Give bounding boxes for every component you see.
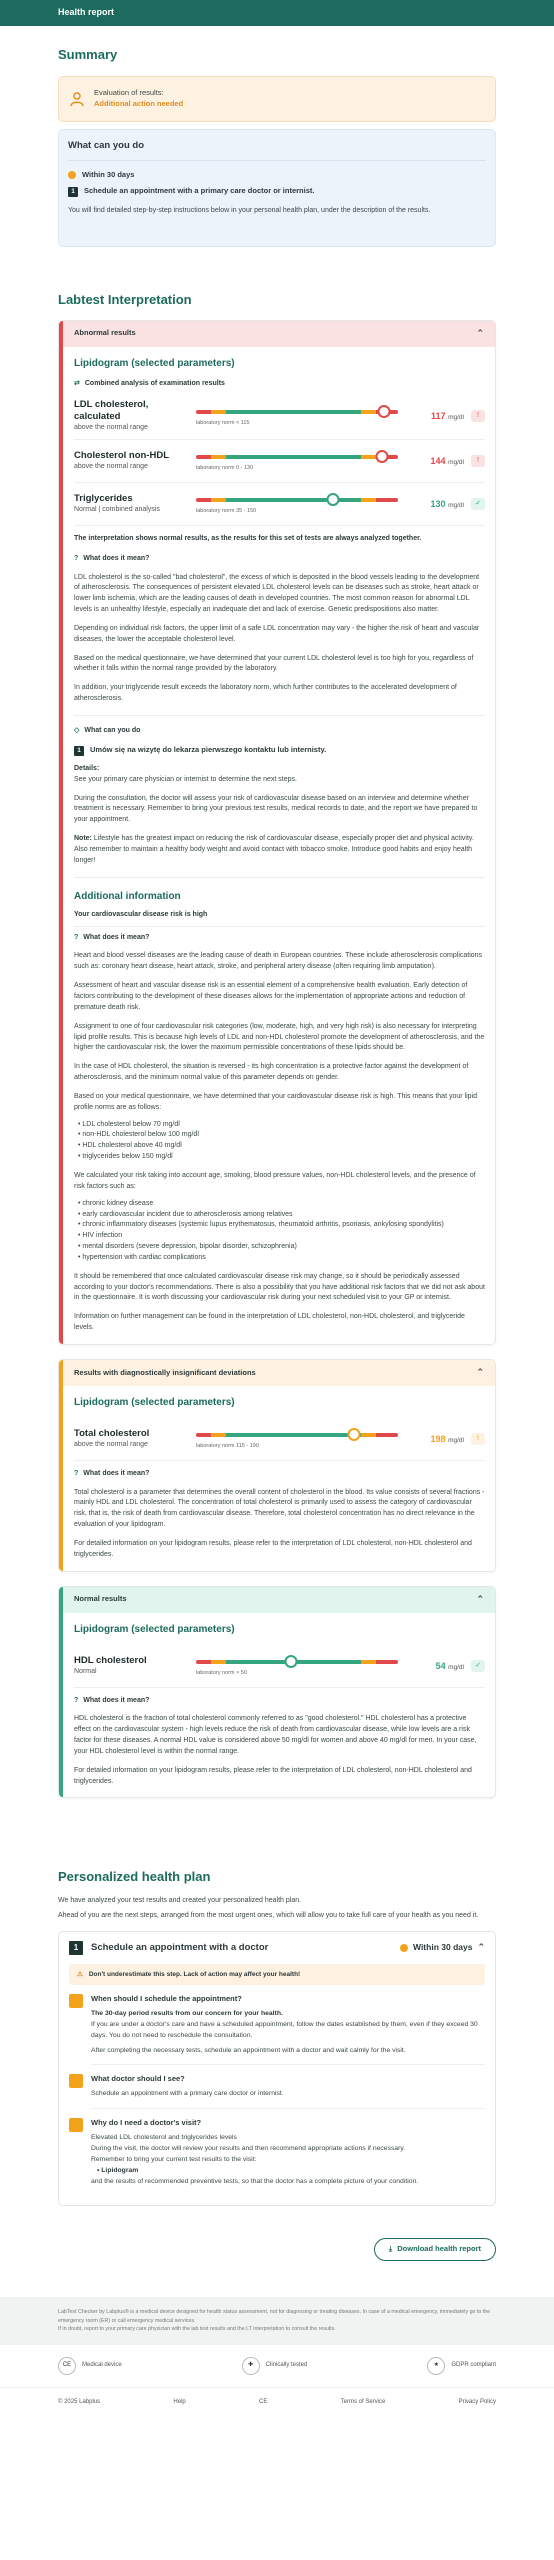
what-means-label: What does it mean?: [83, 1470, 150, 1478]
gdpr-icon: ★: [427, 2357, 445, 2375]
insignificant-results-header[interactable]: [59, 1360, 495, 1386]
risk-desc-1: Heart and blood vessel diseases are the leading cause of death in European countries. These include atherosclerosis complications such as: coronary heart disease, heart attack, stroke, and peripheral artery disease (often requiring limb amputation).: [74, 952, 483, 971]
ce-link[interactable]: CE: [259, 2398, 268, 2405]
plan-step-header[interactable]: [59, 1932, 495, 1964]
parameter-unit: mg/dl: [448, 1663, 464, 1671]
parameter-name: Triglycerides: [74, 493, 133, 505]
do-step-number: 1: [74, 746, 84, 756]
faq-why-title: Why do I need a doctor's visit?: [91, 2118, 202, 2128]
help-link[interactable]: Help: [173, 2398, 186, 2405]
do-step: Umów się na wizytę do lekarza pierwszego kontaktu lub internisty.: [90, 745, 327, 755]
faq-which-doctor: [59, 2065, 495, 2109]
range-bar: [192, 401, 404, 431]
parameter-unit: mg/dl: [448, 501, 464, 509]
parameter-value: 117: [431, 410, 446, 421]
question-icon: ?: [74, 934, 79, 942]
evaluation-status: Additional action needed: [94, 98, 184, 108]
risk-desc-6: We calculated your risk taking into account age, smoking, blood pressure values, non-HDL cholesterol levels, and the presence of risk factors such as:: [74, 1171, 476, 1190]
ldl-desc-2: Depending on individual risk factors, the upper limit of a safe LDL concentration may vary - the higher the risk of heart and vascular diseases, the lower the acceptable cholesterol level.: [74, 624, 480, 643]
parameter-row: [74, 1645, 485, 1688]
risk-desc-7: It should be remembered that once calculated cardiovascular disease risk may change, so it should be periodically assessed according to your doctor's recommendations. There is also a possibility that you have additional risk factors that we did not ask about in the questionnaire. It is worth discussing your cardiovascular risk during your next scheduled visit to your GP or internist.: [74, 1272, 485, 1302]
faq-why-body-3: Remember to bring your current test results to the visit:: [91, 2155, 257, 2163]
faq-when-body-1: If you are under a doctor's care and have a scheduled appointment, follow the dates established by them, even if they exceed 30 days. You do not need to reschedule the consultation.: [91, 2020, 478, 2039]
question-icon: ?: [74, 1697, 79, 1705]
certification-badges: [0, 2345, 554, 2388]
parameter-status: Normal | combined analysis: [74, 506, 160, 514]
warning-icon: ⚠: [77, 1970, 83, 1978]
list-item: • mental disorders (severe depression, bipolar disorder, schizophrenia): [78, 1242, 485, 1253]
panel-title: Lipidogram (selected parameters): [74, 1396, 235, 1408]
labtest-heading: Labtest Interpretation: [58, 291, 192, 307]
plan-warning: [69, 1964, 485, 1985]
range-marker: [327, 493, 340, 506]
range-bar: [192, 446, 404, 476]
laboratory-norm: laboratory norm 115 - 190: [196, 1443, 259, 1450]
parameter-row: [74, 440, 485, 483]
range-bar: [192, 489, 404, 519]
parameter-status: above the normal range: [74, 463, 148, 471]
interpretation-note: The interpretation shows normal results, as the results for this set of tests are always analyzed together.: [74, 535, 422, 543]
clinical-icon: ✚: [242, 2357, 260, 2375]
copyright: © 2025 Labplus: [58, 2398, 101, 2405]
list-item: • early cardiovascular incident due to atherosclerosis among relatives: [78, 1210, 485, 1221]
what-means-label: What does it mean?: [83, 555, 150, 563]
faq-which-title: What doctor should I see?: [91, 2074, 185, 2084]
parameter-status: above the normal range: [74, 1441, 148, 1449]
risk-desc-4: In the case of HDL cholesterol, the situation is reversed - its high concentration is a protective factor against the development of atherosclerosis, and the minimum normal value of this parameter depends on gender.: [74, 1063, 469, 1082]
range-marker: [377, 405, 390, 418]
risk-level: Your cardiovascular disease risk is high: [74, 911, 208, 919]
parameter-name: LDL cholesterol, calculated: [74, 399, 149, 423]
evaluation-alert: [58, 76, 496, 122]
disclaimer: [0, 2297, 554, 2344]
panel-title: Lipidogram (selected parameters): [74, 1623, 235, 1635]
parameter-status: above the normal range: [74, 424, 148, 432]
abnormal-results-header[interactable]: [59, 321, 495, 347]
parameter-value: 130: [430, 498, 446, 509]
person-alert-icon: [69, 91, 85, 107]
parameter-unit: mg/dl: [448, 458, 464, 466]
status-badge-icon: !: [471, 1433, 485, 1445]
disclaimer-1: LabTest Checker by Labplus® is a medical device designed for health status assessment, not for diagnosing or treating diseases. In case of a medical emergency, immediately go to the emergency room (ER) or call emergency medical services.: [58, 2309, 491, 2324]
plan-heading: Personalized health plan: [58, 1869, 211, 1885]
abnormal-results-title: Abnormal results: [74, 328, 136, 338]
clock-icon: [68, 171, 76, 179]
details-label: Details:: [74, 764, 100, 772]
parameter-unit: mg/dl: [448, 413, 464, 421]
range-marker: [284, 1655, 297, 1668]
parameter-row: [74, 483, 485, 526]
hdl-desc-1: HDL cholesterol is the fraction of total cholesterol commonly referred to as "good cholesterol." HDL cholesterol has a protective effect on the cardiovascular system - high levels reduce the risk of death from cardiovascular disease, while low levels are a risk factor for these diseases. A normal HDL value is considered above 50 mg/dl for women and above 40 mg/dl for men. In your case, your HDL cholesterol level is within the normal range.: [74, 1715, 477, 1755]
range-bar: [192, 1424, 404, 1454]
ldl-desc-1: LDL cholesterol is the so-called "bad cholesterol", the excess of which is deposited in the blood vessels leading to the development of atherosclerosis. The consequences of persistent elevated LDL cholesterol levels can be diseases such as stroke, heart attack or lower limb ischemia, which are the leading causes of death in developed countries. The most common reason for abnormal LDL levels is an unhealthy lifestyle, especially an inadequate diet and lack of exercise. Genetic predispositions also matter.: [74, 573, 480, 614]
status-badge-icon: !: [471, 455, 485, 467]
list-item: • triglycerides below 150 mg/dl: [78, 1152, 485, 1163]
plan-step-number: 1: [69, 1941, 83, 1955]
parameter-value: 144: [430, 455, 446, 466]
what-means-label: What does it mean?: [83, 1697, 150, 1705]
link-icon: ⇄: [74, 380, 80, 388]
todo-step: Schedule an appointment with a primary care doctor or internist.: [84, 186, 315, 196]
what-can-you-do-card: [58, 129, 496, 247]
footer: [0, 2388, 554, 2417]
todo-note: You will find detailed step-by-step instructions below in your personal health plan, under the description of the results.: [68, 207, 431, 215]
status-badge-icon: ✓: [471, 498, 485, 510]
faq-why-item: Lipidogram: [101, 2166, 139, 2174]
doctor-icon: [69, 2074, 83, 2088]
plan-warning-text: Don't underestimate this step. Lack of action may affect your health!: [88, 1970, 301, 1978]
privacy-link[interactable]: Privacy Policy: [458, 2398, 496, 2405]
normal-results-section: [58, 1586, 496, 1799]
report-page: [58, 46, 496, 2261]
plan-timeframe: Within 30 days: [413, 1942, 473, 1953]
parameter-row: [74, 393, 485, 440]
parameter-status: Normal: [74, 1668, 97, 1676]
badge-medical: Medical device: [82, 2362, 122, 2369]
parameter-value: 54: [435, 1660, 446, 1671]
badge-gdpr: GDPR compliant: [451, 2362, 496, 2369]
additional-info-heading: Additional information: [74, 890, 181, 902]
parameter-value: 198: [430, 1433, 446, 1444]
clock-icon: [400, 1944, 408, 1952]
hdl-desc-2: For detailed information on your lipidogram results, please refer to the interpretation of LDL cholesterol, non-HDL cholesterol and triglycerides.: [74, 1766, 472, 1785]
total-chol-desc-1: Total cholesterol is a parameter that determines the overall content of cholesterol in the blood. Its value consists of several fractions - mainly HDL and LDL cholesterol. The concentration of total cholesterol is primarily used to assess the category of cardiovascular risk, that is, the risk of death from cardiovascular disease. Therefore, total cholesterol concentration has no direct relevance in the evaluation of your lipidogram.: [74, 1488, 485, 1529]
ldl-desc-3: Based on the medical questionnaire, we have determined that your current LDL cholesterol level is too high for you, regardless of whether it falls within the normal range provided by the laboratory.: [74, 654, 474, 673]
disclaimer-2: If in doubt, report to your primary care physician with the lab test results and the LT interpretation to consult the results.: [58, 2326, 336, 2333]
plan-step-card: [58, 1931, 496, 2207]
ldl-desc-4: In addition, your triglyceride result exceeds the laboratory norm, which further contributes to the accelerated development of atherosclerosis.: [74, 684, 457, 703]
risk-desc-5: Based on your medical questionnaire, we have determined that your cardiovascular disease risk is high. This means that your lipid profile norms are as follows:: [74, 1092, 477, 1111]
laboratory-norm: laboratory norm < 115: [196, 420, 250, 427]
todo-title: What can you do: [68, 139, 486, 161]
download-label: Download health report: [397, 2244, 481, 2254]
factors-list: [78, 1199, 485, 1264]
top-bar: [0, 0, 554, 26]
faq-why-body-4: and the results of recommended preventive tests, so that the doctor has a complete picture of your condition.: [91, 2177, 419, 2185]
insignificant-param: [74, 1418, 485, 1461]
list-item: • HDL cholesterol above 40 mg/dl: [78, 1141, 485, 1152]
faq-when-body-2: After completing the necessary tests, schedule an appointment with a doctor and wait calmly for the visit.: [91, 2046, 406, 2054]
consultation-text: During the consultation, the doctor will assess your risk of cardiovascular disease based on an interview and determine whether treatment is necessary. Remember to bring your previous test results, medical records to date, and the report we have prepared to your appointment.: [74, 794, 478, 824]
laboratory-norm: laboratory norm 35 - 150: [196, 508, 257, 515]
evaluation-label: Evaluation of results:: [94, 87, 164, 97]
summary-heading: Summary: [58, 47, 118, 62]
list-item: • hypertension with cardiac complications: [78, 1253, 485, 1264]
parameter-name: Cholesterol non-HDL: [74, 450, 169, 462]
status-badge-icon: ✓: [471, 1660, 485, 1672]
chevron-up-icon[interactable]: ⌃: [476, 1367, 484, 1378]
normal-results-header[interactable]: [59, 1587, 495, 1613]
list-item: • chronic kidney disease: [78, 1199, 485, 1210]
list-item: • non-HDL cholesterol below 100 mg/dl: [78, 1130, 485, 1141]
parameter-unit: mg/dl: [448, 1436, 464, 1444]
list-item: • chronic inflammatory diseases (systemic lupus erythematosus, rheumatoid arthritis, psoriasis, ankylosing spondylitis): [78, 1220, 485, 1231]
range-marker: [347, 1428, 360, 1441]
todo-timeframe: Within 30 days: [82, 169, 135, 179]
laboratory-norm: laboratory norm 0 - 130: [196, 465, 254, 472]
normal-results-title: Normal results: [74, 1594, 127, 1604]
plan-intro-1: We have analyzed your test results and created your personalized health plan.: [58, 1897, 302, 1905]
faq-why-body-2: During the visit, the doctor will review your results and then recommend appropriate actions if necessary.: [91, 2144, 406, 2152]
faq-why: Why do I need a doctor's visit? Elevated LDL cholesterol and triglycerides levels During the visit, the doctor will review your results and then recommend appropriate actions if necessary. Remember to bring your current test results to the visit: • Lipidogram and the results of recommended preventive tests, so that the doctor has a complete picture of your condition.: [59, 2109, 495, 2205]
what-means-label: What does it mean?: [83, 934, 150, 942]
abnormal-results-section: [58, 320, 496, 1345]
abnormal-params-list: [74, 393, 485, 526]
plan-intro-2: Ahead of you are the next steps, arranged from the most urgent ones, which will allow you to take full care of your health as you need it.: [58, 1912, 479, 1920]
chevron-up-icon[interactable]: ⌃: [476, 328, 484, 339]
note-text: Lifestyle has the greatest impact on reducing the risk of cardiovascular disease, especially proper diet and physical activity. Also remember to maintain a healthy body weight and avoid contact with tobacco smoke. Introduce good habits and enjoy health longer!: [74, 835, 474, 864]
chevron-up-icon[interactable]: ⌃: [477, 1942, 485, 1953]
calendar-icon: [69, 1994, 83, 2008]
details-text: See your primary care physician or internist to determine the next steps.: [74, 775, 297, 783]
total-chol-desc-2: For detailed information on your lipidogram results, please refer to the interpretation of LDL cholesterol, non-HDL cholesterol and triglycerides.: [74, 1539, 472, 1558]
ce-mark-icon: CE: [58, 2357, 76, 2375]
range-marker: [375, 450, 388, 463]
range-bar: [192, 1651, 404, 1681]
combined-analysis-label: Combined analysis of examination results: [84, 380, 225, 388]
parameter-row: [74, 1418, 485, 1461]
chevron-up-icon[interactable]: ⌃: [476, 1594, 484, 1605]
laboratory-norm: laboratory norm > 50: [196, 1670, 247, 1677]
step-number: 1: [68, 187, 78, 197]
list-item: • HIV infection: [78, 1231, 485, 1242]
question-icon: ?: [74, 1470, 79, 1478]
plan-step-title: Schedule an appointment with a doctor: [91, 1941, 269, 1953]
faq-when: [59, 1985, 495, 2065]
insignificant-results-title: Results with diagnostically insignificant deviations: [74, 1367, 256, 1377]
download-report-button[interactable]: [374, 2238, 496, 2261]
parameter-name: Total cholesterol: [74, 1428, 150, 1440]
norms-list: [78, 1120, 485, 1163]
action-icon: ◇: [74, 726, 80, 734]
badge-clinical: Clinically tested: [265, 2362, 308, 2369]
app-title: Health report: [58, 7, 115, 18]
normal-param: [74, 1645, 485, 1688]
question-icon: ?: [74, 555, 79, 563]
parameter-name: HDL cholesterol: [74, 1655, 147, 1667]
risk-desc-2: Assessment of heart and vascular disease risk is an essential element of a comprehensive health evaluation. Early detection of factors contributing to the development of these diseases allows for the implementation of appropriate actions and reduction of premature death risk.: [74, 982, 468, 1011]
info-icon: [69, 2118, 83, 2132]
faq-why-body-1: Elevated LDL cholesterol and triglycerides levels: [91, 2134, 237, 2141]
download-icon: ⤓: [388, 2244, 393, 2254]
terms-link[interactable]: Terms of Service: [340, 2398, 386, 2405]
insignificant-results-section: [58, 1359, 496, 1572]
risk-desc-8: Information on further management can be found in the interpretation of LDL cholesterol, non-HDL cholesterol, and triglyceride levels.: [74, 1313, 465, 1332]
faq-which-body: Schedule an appointment with a primary care doctor or internist.: [91, 2090, 284, 2098]
faq-when-title: When should I schedule the appointment?: [91, 1994, 242, 2003]
faq-when-lead: The 30-day period results from our concern for your health.: [91, 2009, 283, 2017]
note-label: Note:: [74, 835, 92, 843]
panel-title: Lipidogram (selected parameters): [74, 357, 235, 369]
status-badge-icon: !: [471, 410, 485, 422]
what-do-label: What can you do: [84, 726, 141, 734]
list-item: • LDL cholesterol below 70 mg/dl: [78, 1120, 485, 1131]
risk-desc-3: Assignment to one of four cardiovascular risk categories (low, moderate, high, and very high risk) is also necessary for interpreting lipid profile results. This is because high levels of LDL and non-HDL cholesterol promote the development of atherosclerosis, and the higher the cardiovascular risk, the lower the maximum permissible concentrations of these lipids should be.: [74, 1022, 485, 1052]
